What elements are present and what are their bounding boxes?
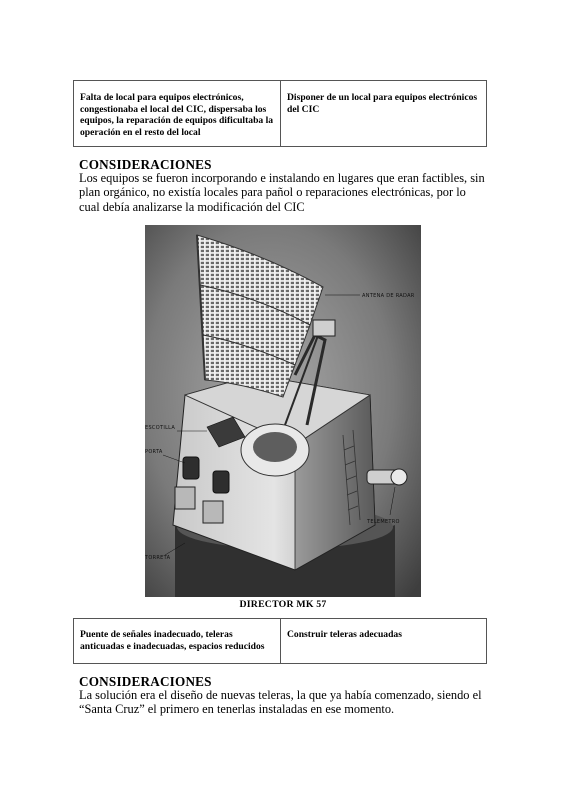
- section2-heading: CONSIDERACIONES: [79, 674, 212, 689]
- requirements-table-1: [73, 80, 487, 147]
- label-antena-radar: ANTENA DE RADAR: [362, 293, 415, 299]
- section1-paragraph: Los equipos se fueron incorporando e instalando en lugares que eran factibles, sin plan orgánico, no existía locales para pañol o reparaciones electrónicas, por lo cual debía analizarse la modificación del CIC: [79, 171, 485, 214]
- table2-problem-cell: Puente de señales inadecuado, teleras anticuadas e inadecuadas, espacios reducidos: [74, 619, 281, 663]
- label-telemetro: TELEMETRO: [367, 519, 400, 525]
- table2-solution-cell: Construir teleras adecuadas: [287, 629, 402, 640]
- label-porta: PORTA: [145, 449, 163, 455]
- label-torreta: TORRETA: [145, 555, 171, 561]
- label-escotilla: ESCOTILLA: [145, 425, 176, 431]
- figure-caption: DIRECTOR MK 57: [239, 599, 327, 610]
- section2-paragraph: La solución era el diseño de nuevas teleras, la que ya había comenzado, siendo el “Santa Cruz” el primero en tenerlas instaladas en ese momento.: [79, 688, 482, 717]
- requirements-table-2: [73, 618, 487, 664]
- director-mk57-illustration: [145, 225, 421, 597]
- table1-solution-cell: Disponer de un local para equipos electrónicos del CIC: [287, 92, 478, 115]
- table1-problem-cell: Falta de local para equipos electrónicos, congestionaba el local del CIC, dispersaba los equipos, la reparación de equipos dificultaba la operación en el resto del local: [74, 81, 281, 146]
- section1-heading: CONSIDERACIONES: [79, 157, 212, 172]
